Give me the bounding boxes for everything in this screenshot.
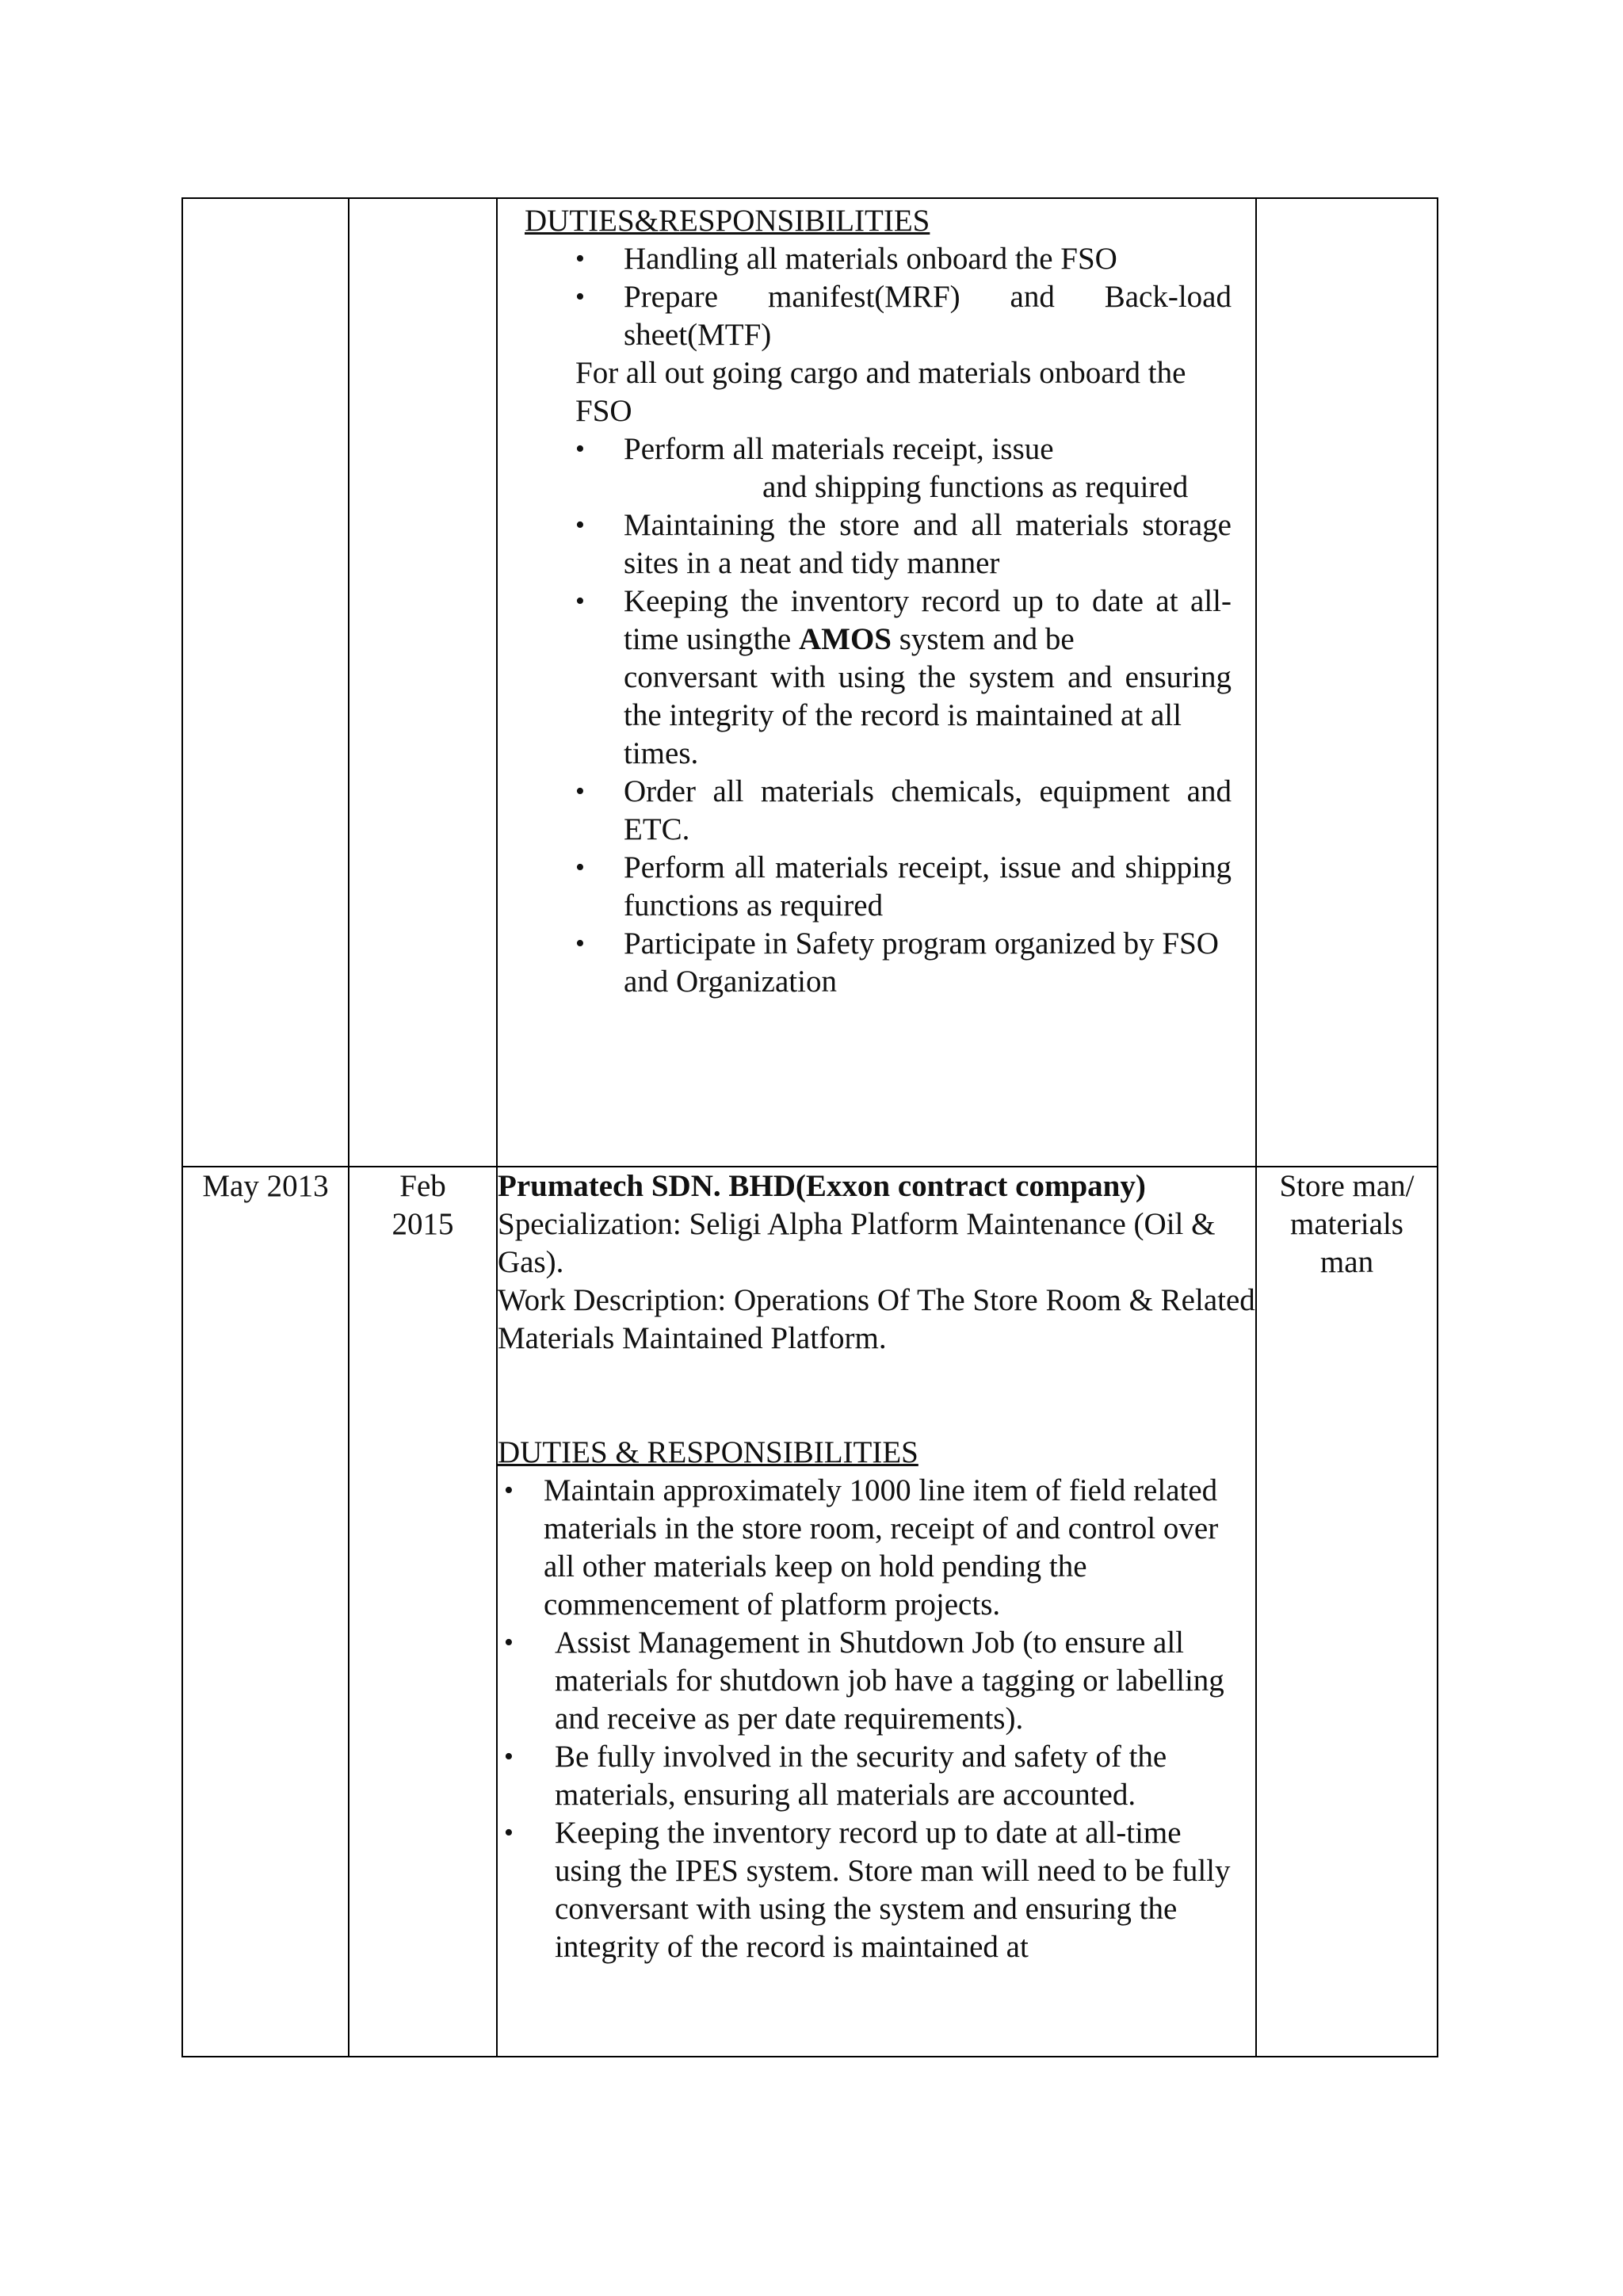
amos-label: AMOS <box>798 622 892 656</box>
list-item: • Be fully involved in the security and safety of the materials, ensuring all materials are accounted. <box>498 1738 1255 1814</box>
list-item: • Keeping the inventory record up to date at all-time using the IPES system. Store man will need to be fully conversant with using the system and ensuring the integrity of the record is maintained at <box>498 1814 1255 1966</box>
role-line: Store man/ <box>1279 1169 1415 1203</box>
description-cell <box>497 198 1256 1167</box>
note-line: For all out going cargo and materials onboard the <box>575 356 1186 390</box>
to-date-month: Feb <box>399 1169 446 1203</box>
description-cell <box>497 1167 1256 2057</box>
duties-heading: DUTIES & RESPONSIBILITIES <box>498 1435 918 1469</box>
table-row <box>182 1167 1438 2057</box>
role-cell <box>1256 198 1438 1167</box>
list-item-text: • Perform all materials receipt, issue <box>624 432 1054 466</box>
work-description: Work Description: Operations Of The Store Room & Related Materials Maintained Platform. <box>498 1283 1255 1355</box>
duties-list-continued <box>525 430 1232 468</box>
company-name: Prumatech SDN. BHD(Exxon contract company) <box>498 1169 1146 1203</box>
list-item <box>525 430 1232 468</box>
from-date-cell <box>182 1167 349 2057</box>
employment-history-table <box>181 197 1438 2057</box>
duties-list-more <box>525 506 1232 1001</box>
list-item-text: Keeping the inventory record up to date at all- time usingthe <box>624 584 1232 656</box>
list-item-continuation: and shipping functions as required <box>762 470 1189 504</box>
list-item-text: system and be <box>899 622 1075 656</box>
duties-list <box>525 240 1232 354</box>
list-item: • Participate in Safety program organized by FSO and Organization <box>525 925 1232 1001</box>
from-date: May 2013 <box>202 1169 329 1203</box>
role-line: materials <box>1290 1207 1403 1241</box>
list-item: • Assist Management in Shutdown Job (to ensure all materials for shutdown job have a tagging or labelling and receive as per date requirements). <box>498 1624 1255 1738</box>
duties-list <box>498 1472 1255 1966</box>
list-item: • Perform all materials receipt, issue and shipping functions as required <box>525 849 1232 925</box>
list-item: • Maintain approximately 1000 line item of field related materials in the store room, receipt of and control over all other materials keep on hold pending the commencement of platform projects. <box>498 1472 1255 1624</box>
role-line: man <box>1319 1245 1374 1279</box>
list-item: • Prepare manifest(MRF) and Back-load sheet(MTF) <box>525 278 1232 354</box>
to-date-cell <box>349 198 497 1167</box>
spacer <box>498 1358 1255 1434</box>
note-line: FSO <box>575 394 632 428</box>
list-item: • Order all materials chemicals, equipment and ETC. <box>525 773 1232 849</box>
list-item-text: times. <box>624 736 699 770</box>
to-date-year: 2015 <box>391 1207 454 1241</box>
duties-heading: DUTIES&RESPONSIBILITIES <box>525 204 930 238</box>
list-item-text: conversant with using the system and ensuring the integrity of the record is maintained at all <box>624 660 1232 732</box>
from-date-cell <box>182 198 349 1167</box>
list-item: • Maintaining the store and all materials storage sites in a neat and tidy manner <box>525 506 1232 583</box>
specialization: Specialization: Seligi Alpha Platform Maintenance (Oil & Gas). <box>498 1207 1216 1279</box>
role-cell <box>1256 1167 1438 2057</box>
list-item <box>525 583 1232 773</box>
list-item: • Handling all materials onboard the FSO <box>525 240 1232 278</box>
to-date-cell <box>349 1167 497 2057</box>
table-row <box>182 198 1438 1167</box>
